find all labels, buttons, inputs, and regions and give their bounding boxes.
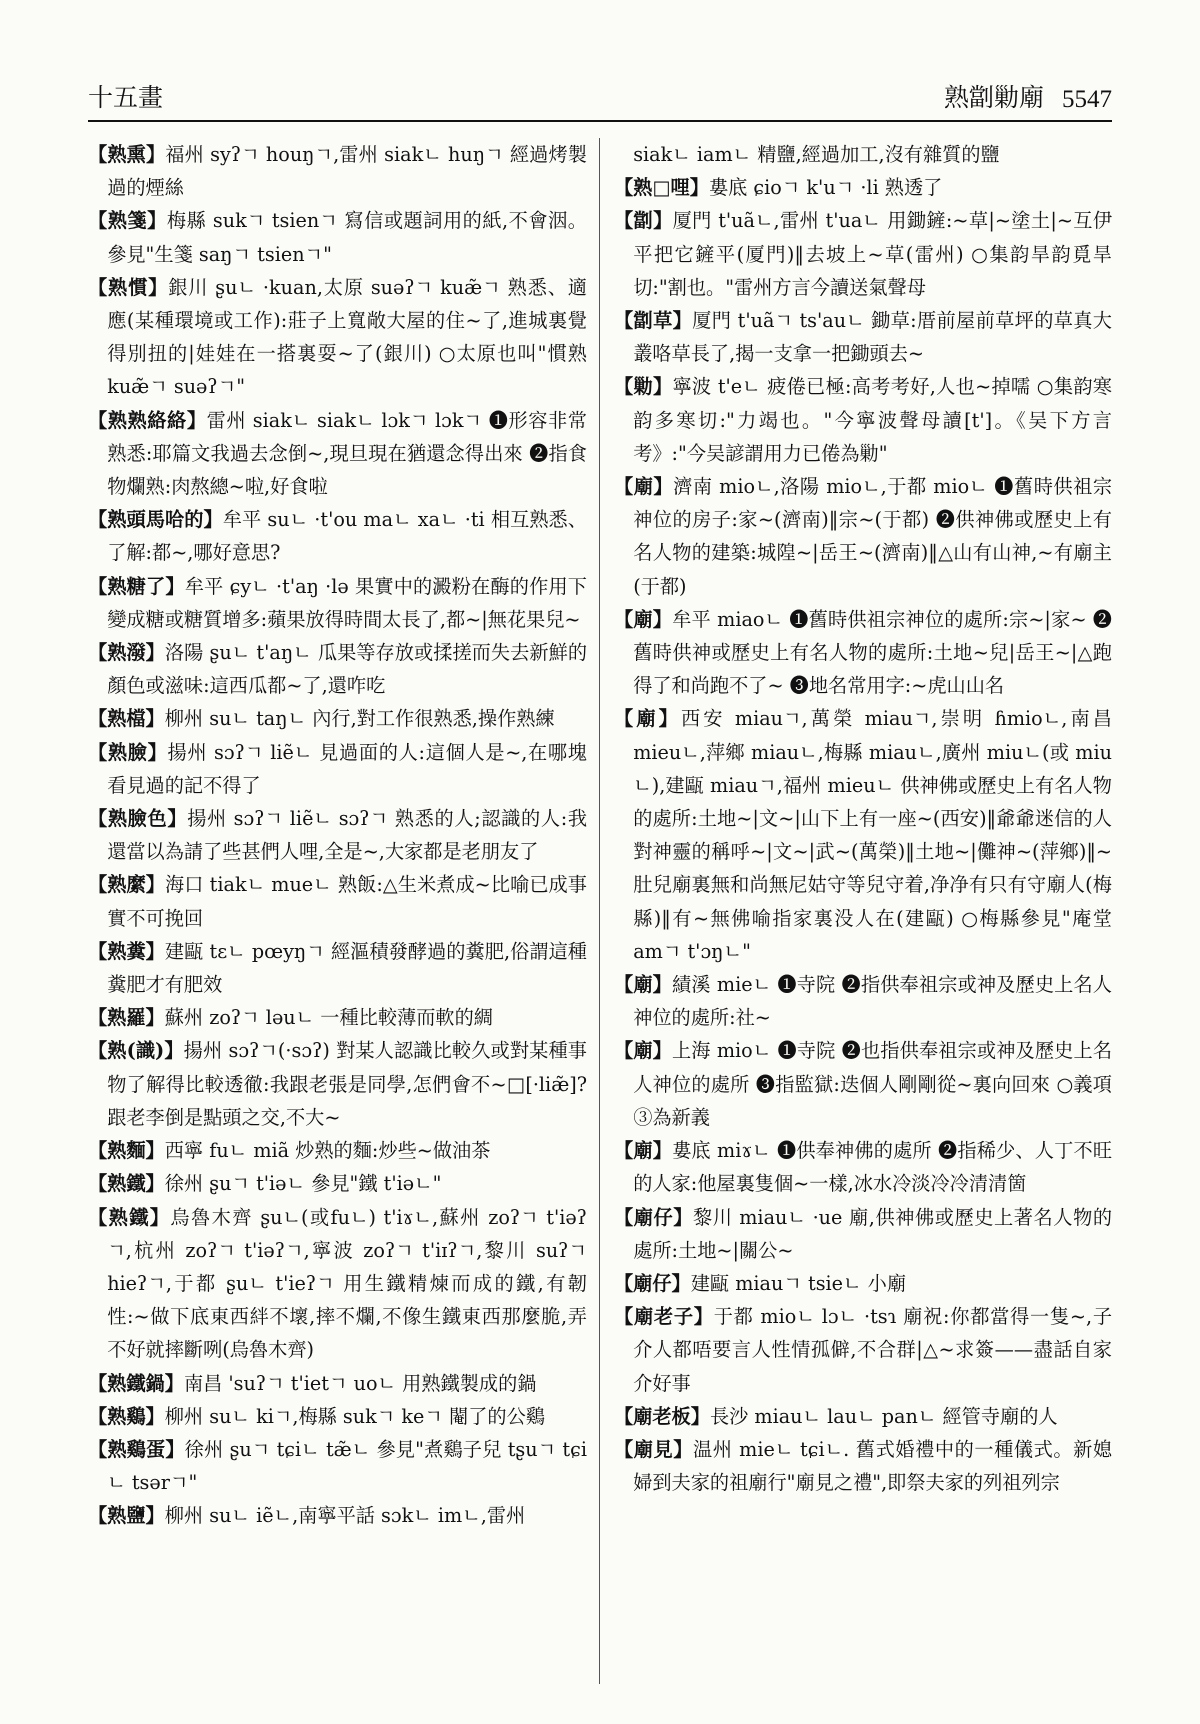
entry-headword: 【熟臉色】 [88, 807, 188, 831]
page-number: 5547 [1062, 86, 1112, 113]
dictionary-entry [88, 404, 587, 504]
entry-definition: 梅縣 sukㄱ tsienㄱ 寫信或題詞用的紙,不會洇。參見"生箋 saŋㄱ tsienㄱ" [107, 209, 587, 266]
entry-headword: 【劏草】 [614, 309, 693, 333]
entry-definition: 雷州 siakㄴ siakㄴ lɔkㄱ lɔkㄱ ❶形容非常熟悉:耶篇文我過去念倒~,現旦現在猶還念得出來 ❷指食物爛熟:肉熬總~啦,好食啦 [107, 408, 587, 499]
entry-headword: 【廟】 [614, 607, 673, 631]
entry-headword: 【熟潑】 [88, 641, 165, 665]
entry-headword: 【熟鐵鍋】 [88, 1371, 184, 1395]
header-right [944, 78, 1112, 114]
entry-definition: 績溪 mieㄴ ❶寺院 ❷指供奉祖宗或神及歷史上名人神位的處所:社~ [633, 973, 1112, 1030]
dictionary-entry [88, 1034, 587, 1134]
dictionary-entry [88, 570, 587, 636]
dictionary-entry [88, 1201, 587, 1367]
dictionary-entry [614, 968, 1112, 1034]
entry-definition: 銀川 ʂuㄴ ·kuan,太原 suəʔㄱ kuæ̃ㄱ 熟悉、適應(某種環境或工作):莊子上寬敞大屋的住~了,進城裏覺得別扭的|娃娃在一搭裏耍~了(銀川) ○太原也叫"慣熟 kuæ̃ㄱ suəʔㄱ" [107, 275, 587, 399]
dictionary-entry [88, 1134, 587, 1167]
entry-definition: 温州 mieㄴ tɕiㄴ. 舊式婚禮中的一種儀式。新媳婦到夫家的祖廟行"廟見之禮",即祭夫家的列祖列宗 [633, 1437, 1112, 1495]
entry-headword: 【熟□哩】 [614, 176, 709, 200]
entry-definition: 西安 miauㄱ,萬榮 miauㄱ,崇明 ɦmioㄴ,南昌 mieuㄴ,萍鄉 miauㄴ,梅縣 miauㄴ,廣州 miuㄴ(或 miuㄴ),建甌 miauㄱ,福州 mieuㄴ 供神佛或歷史上有名人物的處所:土地~|文~|山下上有一座~(西安)‖爺爺迷信的人對神靈的稱呼~|文~|武~(萬榮)‖土地~|儺神~(萍鄉)‖~肚兒廟裏無和尚無尼姑守等兒守着,净净有只有守廟人(梅縣)‖有~無佛喻指家裏没人在(建甌) ○梅縣參見"庵堂 amㄱ t'ɔŋㄴ" [633, 707, 1112, 963]
entry-headword: 【廟老子】 [614, 1305, 714, 1329]
entry-definition: 徐州 ʂuㄱ tɕiㄴ tæ̃ㄴ 參見"煮鷄子兒 tʂuㄱ tɕiㄴ tsərㄱ" [107, 1437, 587, 1495]
entry-definition: 柳州 suㄴ iẽㄴ,南寧平話 sɔkㄴ imㄴ,雷州 [164, 1504, 526, 1528]
entry-definition: 厦門 t'uãㄱ ts'auㄴ 鋤草:厝前屋前草坪的草真大叢咯草長了,揭一支拿一把鋤頭去~ [633, 309, 1112, 366]
entry-headword: 【熟羅】 [88, 1006, 165, 1030]
entry-definition: 于都 mioㄴ lɔㄴ ·tsɿ 廟祝:你都當得一隻~,子介人都唔要言人性情孤僻,不合群|△~求簽——盡話自家介好事 [633, 1305, 1112, 1395]
entry-headword: 【熟鷄】 [88, 1404, 165, 1428]
entry-definition: 柳州 suㄴ kiㄱ,梅縣 sukㄱ keㄱ 閹了的公鷄 [164, 1404, 545, 1428]
dictionary-entry [614, 370, 1112, 470]
entry-definition: 揚州 sɔʔㄱ(·sɔʔ) 對某人認識比較久或對某種事物了解得比較透徹:我跟老張是同學,怎們會不~□[·liæ̃]? 跟老李倒是點頭之交,不大~ [107, 1039, 587, 1129]
entry-definition: 牟平 ɕyㄴ ·t'aŋ ·lə 果實中的澱粉在酶的作用下變成糖或糖質增多:蘋果放得時間太長了,都~|無花果兒~ [107, 574, 587, 631]
dictionary-entry [88, 271, 587, 404]
entry-headword: 【廟見】 [614, 1437, 693, 1461]
left-column [88, 138, 600, 1684]
dictionary-entry [614, 1300, 1112, 1400]
dictionary-entry [88, 636, 587, 702]
entry-headword: 【熟熟絡絡】 [88, 408, 207, 432]
entry-definition: 柳州 suㄴ taŋㄴ 內行,對工作很熟悉,操作熟練 [164, 707, 555, 731]
dictionary-entry [88, 935, 587, 1001]
entry-definition: 厦門 t'uãㄴ,雷州 t'uaㄴ 用鋤鏟:~草|~塗土|~互伊平把它鏟平(厦門)‖去坡上~草(雷州) ○集韵旱韵覓旱切:"割也。"雷州方言今讀送氣聲母 [633, 209, 1112, 299]
entry-definition: 長沙 miauㄴ lauㄴ panㄴ 經管寺廟的人 [709, 1404, 1058, 1428]
entry-headword: 【廟】 [614, 475, 674, 499]
entry-headword: 【廟仔】 [614, 1205, 694, 1229]
entry-definition: 上海 mioㄴ ❶寺院 ❷也指供奉祖宗或神及歷史上名人神位的處所 ❸指監獄:迭個人剛剛從~裏向回來 ○義項③為新義 [633, 1039, 1112, 1129]
entry-headword: 【熟慣】 [88, 275, 169, 299]
dictionary-entry [614, 304, 1112, 370]
entry-headword: 【廟】 [614, 707, 681, 731]
dictionary-entry [88, 503, 587, 569]
dictionary-entry [614, 603, 1112, 703]
entry-headword: 【劏】 [614, 209, 673, 233]
entry-definition: 海口 tiakㄴ mueㄴ 熟飯:△生米煮成~比喻已成事實不可挽回 [107, 873, 587, 930]
entry-headword: 【熟縻】 [88, 873, 165, 897]
dictionary-entry [88, 1400, 587, 1433]
page-header [88, 70, 1112, 114]
entry-definition: 濟南 mioㄴ,洛陽 mioㄴ,于都 mioㄴ ❶舊時供祖宗神位的房子:家~(濟南)‖宗~(于都) ❷供神佛或歷史上有名人物的建築:城隍~|岳王~(濟南)‖△山有山神,~有廟主(于都) [633, 475, 1112, 598]
dictionary-entry [614, 1201, 1112, 1267]
entry-definition: 南昌 'suʔㄱ t'ietㄱ uoㄴ 用熟鐵製成的鍋 [183, 1371, 537, 1395]
entry-headword: 【熟鐵】 [88, 1205, 171, 1229]
dictionary-entry [614, 204, 1112, 304]
entry-headword: 【熟糖了】 [88, 574, 185, 598]
dictionary-entry [614, 470, 1112, 603]
entry-headword: 【熟鹽】 [88, 1504, 165, 1528]
entry-headword: 【廟】 [614, 1039, 672, 1063]
entry-definition: siakㄴ iamㄴ 精鹽,經過加工,沒有雜質的鹽 [633, 143, 1000, 166]
dictionary-entry [88, 1367, 587, 1400]
entry-definition: 建甌 tɛㄴ pœyŋㄱ 經漚積發酵過的糞肥,俗謂這種糞肥才有肥效 [107, 939, 587, 997]
dictionary-entry [88, 204, 587, 270]
entry-definition: 黎川 miauㄴ ·ue 廟,供神佛或歷史上著名人物的處所:土地~|關公~ [633, 1205, 1112, 1262]
entry-headword: 【熟臉】 [88, 740, 168, 764]
header-rule [88, 120, 1112, 122]
entry-headword: 【熟鷄蛋】 [88, 1437, 185, 1461]
entry-headword: 【勦】 [614, 375, 673, 399]
entry-definition: 寧波 t'eㄴ 疲倦已極:高考考好,人也~掉嚅 ○集韵寒韵多寒切:"力竭也。"今寧波聲母讀[t']。《吴下方言考》:"今吴諺謂用力已倦為勦" [633, 375, 1112, 465]
dictionary-entry [88, 1167, 587, 1200]
dictionary-entry [614, 138, 1112, 171]
right-column [600, 138, 1112, 1684]
section-title: 十五畫 [88, 83, 164, 112]
entry-definition: 揚州 sɔʔㄱ liẽㄴ 見過面的人:這個人是~,在哪塊看見過的記不得了 [107, 740, 587, 797]
dictionary-entry [88, 1433, 587, 1499]
dictionary-entry [88, 1001, 587, 1034]
entry-definition: 烏魯木齊 ʂuㄴ(或fuㄴ) t'iɤㄴ,蘇州 zoʔㄱ t'iəʔㄱ,杭州 zoʔㄱ t'iəʔㄱ,寧波 zoʔㄱ t'iɪʔㄱ,黎川 suʔㄱ hieʔㄱ,于都 ʂuㄴ t'ieʔㄱ 用生鐵精煉而成的鐵,有韌性:~做下底東西絆不壞,摔不爛,不像生鐵東西那麼脆,弄不好就摔斷咧(烏魯木齊) [107, 1205, 587, 1362]
dictionary-entry [614, 1034, 1112, 1134]
entry-headword: 【廟】 [614, 973, 672, 997]
entry-definition: 婁底 ɕioㄱ k'uㄱ ·li 熟透了 [708, 176, 943, 200]
dictionary-entry [614, 1400, 1112, 1433]
entry-definition: 牟平 miaoㄴ ❶舊時供祖宗神位的處所:宗~|家~ ❷舊時供神或歷史上有名人物的處所:土地~兒|岳王~|△跑得了和尚跑不了~ ❸地名常用字:~虎山山名 [633, 607, 1112, 698]
header-characters: 熟劏勦廟 [943, 83, 1044, 112]
dictionary-entry [88, 802, 587, 868]
entry-definition: 婁底 miɤㄴ ❶供奉神佛的處所 ❷指稀少、人丁不旺的人家:他屋裏隻個~一樣,冰水冷淡冷冷清清箇 [633, 1139, 1112, 1196]
entry-headword: 【熟鐵】 [88, 1172, 165, 1196]
dictionary-entry [88, 138, 587, 204]
dictionary-entry [614, 171, 1112, 204]
dictionary-entry [88, 702, 587, 735]
dictionary-entry [88, 736, 587, 802]
dictionary-entry [88, 1499, 587, 1532]
entry-definition: 蘇州 zoʔㄱ ləuㄴ 一種比較薄而軟的綢 [164, 1006, 493, 1030]
entry-headword: 【熟糞】 [88, 939, 165, 963]
entry-headword: 【熟(識)】 [88, 1039, 184, 1063]
dictionary-entry [614, 1267, 1112, 1300]
entry-headword: 【廟】 [614, 1139, 673, 1163]
entry-definition: 洛陽 ʂuㄴ t'aŋㄴ 瓜果等存放或揉搓而失去新鮮的顏色或滋味:這西瓜都~了,還咋吃 [107, 641, 588, 698]
dictionary-entry [614, 1134, 1112, 1200]
entry-headword: 【熟麵】 [88, 1139, 165, 1163]
entry-headword: 【熟熏】 [88, 143, 166, 166]
entry-definition: 揚州 sɔʔㄱ liẽㄴ sɔʔㄱ 熟悉的人;認識的人:我還當以為請了些甚們人哩,全是~,大家都是老朋友了 [107, 807, 588, 864]
dictionary-entry [614, 702, 1112, 968]
dictionary-entry [614, 1433, 1112, 1499]
entry-headword: 【廟仔】 [614, 1271, 691, 1295]
entry-headword: 【熟頭馬哈的】 [88, 508, 223, 532]
columns [88, 138, 1112, 1684]
entry-definition: 建甌 miauㄱ tsieㄴ 小廟 [690, 1271, 907, 1295]
entry-headword: 【熟檔】 [88, 707, 165, 731]
entry-headword: 【廟老板】 [614, 1404, 710, 1428]
entry-definition: 牟平 suㄴ ·t'ou maㄴ xaㄴ ·ti 相互熟悉、了解:都~,哪好意思? [107, 508, 587, 565]
entry-definition: 徐州 ʂuㄱ t'iəㄴ 參見"鐵 t'iəㄴ" [164, 1172, 442, 1196]
entry-definition: 西寧 fuㄴ miã 炒熟的麵:炒些~做油茶 [164, 1139, 491, 1163]
entry-headword: 【熟箋】 [88, 209, 167, 233]
dictionary-entry [88, 868, 587, 934]
entry-definition: 福州 syʔㄱ houŋㄱ,雷州 siakㄴ huŋㄱ 經過烤製過的煙絲 [107, 143, 587, 200]
